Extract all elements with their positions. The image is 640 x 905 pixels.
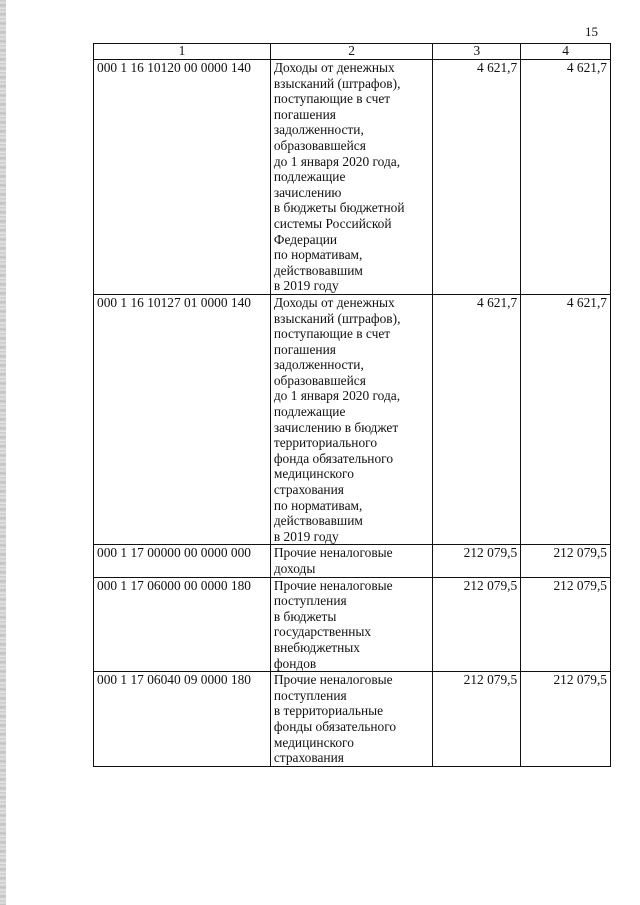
column-header-1: 1 — [94, 44, 271, 60]
amount-col3-cell: 212 079,5 — [433, 545, 521, 577]
amount-col4-cell: 4 621,7 — [521, 294, 611, 545]
table-row — [94, 545, 611, 577]
amount-col3-cell: 212 079,5 — [433, 577, 521, 672]
scan-edge-artifact — [0, 0, 6, 905]
column-header-3: 3 — [433, 44, 521, 60]
amount-col4-cell: 212 079,5 — [521, 545, 611, 577]
amount-col4-cell: 4 621,7 — [521, 60, 611, 295]
amount-col3-cell: 212 079,5 — [433, 672, 521, 767]
amount-col3-cell: 4 621,7 — [433, 60, 521, 295]
table-row — [94, 672, 611, 767]
table-header-row — [94, 44, 611, 60]
budget-revenue-table — [93, 43, 611, 767]
revenue-name-cell: Прочие неналоговые поступления в территориальные фонды обязательного медицинского страхования — [270, 672, 433, 767]
table-row — [94, 60, 611, 295]
table-row — [94, 294, 611, 545]
revenue-name-cell: Доходы от денежных взысканий (штрафов), поступающие в счет погашения задолженности, образовавшейся до 1 января 2020 года, подлежащие зачислению в бюджет территориального фонда обязательного медицинского страхования по нормативам, действовавшим в 2019 году — [270, 294, 433, 545]
revenue-code-cell: 000 1 17 06000 00 0000 180 — [94, 577, 271, 672]
page-number: 15 — [585, 24, 598, 39]
table-row — [94, 577, 611, 672]
revenue-name-cell: Доходы от денежных взысканий (штрафов), поступающие в счет погашения задолженности, образовавшейся до 1 января 2020 года, подлежащие зачислению в бюджеты бюджетной системы Российской Федерации по нормативам, действовавшим в 2019 году — [270, 60, 433, 295]
amount-col4-cell: 212 079,5 — [521, 672, 611, 767]
revenue-code-cell: 000 1 17 06040 09 0000 180 — [94, 672, 271, 767]
revenue-name-cell: Прочие неналоговые доходы — [270, 545, 433, 577]
revenue-code-cell: 000 1 16 10120 00 0000 140 — [94, 60, 271, 295]
revenue-code-cell: 000 1 17 00000 00 0000 000 — [94, 545, 271, 577]
column-header-2: 2 — [270, 44, 433, 60]
amount-col4-cell: 212 079,5 — [521, 577, 611, 672]
column-header-4: 4 — [521, 44, 611, 60]
revenue-name-cell: Прочие неналоговые поступления в бюджеты государственных внебюджетных фондов — [270, 577, 433, 672]
revenue-code-cell: 000 1 16 10127 01 0000 140 — [94, 294, 271, 545]
amount-col3-cell: 4 621,7 — [433, 294, 521, 545]
